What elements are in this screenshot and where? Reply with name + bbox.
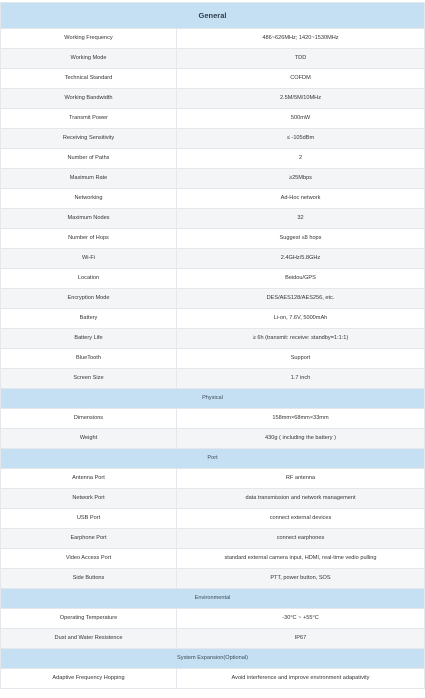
spec-row bbox=[1, 209, 425, 229]
section-title: General bbox=[1, 3, 425, 29]
section-header-row bbox=[1, 389, 425, 409]
spec-row bbox=[1, 69, 425, 89]
spec-row bbox=[1, 409, 425, 429]
spec-value: ≥ 6h (transmit: receive: standby=1:1:1) bbox=[177, 329, 425, 349]
spec-label: Video Access Port bbox=[1, 549, 177, 569]
spec-row bbox=[1, 609, 425, 629]
spec-value: Beidou/GPS bbox=[177, 269, 425, 289]
spec-value: -30°C ~ +55°C bbox=[177, 609, 425, 629]
spec-value: Support bbox=[177, 349, 425, 369]
spec-row bbox=[1, 29, 425, 49]
spec-row bbox=[1, 549, 425, 569]
spec-row bbox=[1, 289, 425, 309]
spec-value: data transmission and network management bbox=[177, 489, 425, 509]
spec-label: Maximum Rate bbox=[1, 169, 177, 189]
spec-value: Li-on, 7.6V, 5000mAh bbox=[177, 309, 425, 329]
spec-row bbox=[1, 369, 425, 389]
spec-value: DES/AES128/AES256, etc. bbox=[177, 289, 425, 309]
spec-value: 500mW bbox=[177, 109, 425, 129]
spec-row bbox=[1, 49, 425, 69]
spec-value: COFDM bbox=[177, 69, 425, 89]
spec-value: 2.4GHz/5.8GHz bbox=[177, 249, 425, 269]
spec-value: Avoid interference and improve environment adapativity bbox=[177, 669, 425, 689]
spec-value: PTT, power button, SOS bbox=[177, 569, 425, 589]
spec-row bbox=[1, 569, 425, 589]
spec-value: 486~626MHz; 1420~1530MHz bbox=[177, 29, 425, 49]
section-header-row bbox=[1, 3, 425, 29]
spec-row bbox=[1, 469, 425, 489]
spec-value: Suggest ≤8 hops bbox=[177, 229, 425, 249]
spec-row bbox=[1, 169, 425, 189]
spec-label: Working Mode bbox=[1, 49, 177, 69]
spec-value: 32 bbox=[177, 209, 425, 229]
spec-label: Battery Life bbox=[1, 329, 177, 349]
spec-value: connect external devices bbox=[177, 509, 425, 529]
spec-label: Working Bandwidth bbox=[1, 89, 177, 109]
section-header-row bbox=[1, 589, 425, 609]
spec-table bbox=[0, 2, 425, 689]
spec-label: Encryption Mode bbox=[1, 289, 177, 309]
section-title: System Expansion(Optional) bbox=[1, 649, 425, 669]
spec-value: 430g ( including the battery ) bbox=[177, 429, 425, 449]
spec-row bbox=[1, 189, 425, 209]
spec-value: 2.5M/5M/10MHz bbox=[177, 89, 425, 109]
section-header-row bbox=[1, 649, 425, 669]
spec-row bbox=[1, 429, 425, 449]
spec-value: standard external camera input, HDMI, real-time vedio pulling bbox=[177, 549, 425, 569]
spec-label: USB Port bbox=[1, 509, 177, 529]
spec-label: Wi-Fi bbox=[1, 249, 177, 269]
spec-table-body bbox=[1, 3, 425, 689]
spec-label: Dust and Water Resistence bbox=[1, 629, 177, 649]
spec-label: Number of Hops bbox=[1, 229, 177, 249]
spec-value: ≤ -105dBm bbox=[177, 129, 425, 149]
section-title: Physical bbox=[1, 389, 425, 409]
spec-row bbox=[1, 629, 425, 649]
spec-row bbox=[1, 229, 425, 249]
spec-label: Battery bbox=[1, 309, 177, 329]
spec-row bbox=[1, 329, 425, 349]
spec-label: Working Frequency bbox=[1, 29, 177, 49]
spec-label: Location bbox=[1, 269, 177, 289]
spec-label: Antenna Port bbox=[1, 469, 177, 489]
section-title: Port bbox=[1, 449, 425, 469]
spec-row bbox=[1, 489, 425, 509]
spec-row bbox=[1, 529, 425, 549]
spec-label: Dimensions bbox=[1, 409, 177, 429]
spec-label: Network Port bbox=[1, 489, 177, 509]
spec-label: Receiving Sensitivity bbox=[1, 129, 177, 149]
spec-row bbox=[1, 129, 425, 149]
spec-row bbox=[1, 509, 425, 529]
spec-label: Side Buttons bbox=[1, 569, 177, 589]
section-title: Environmental bbox=[1, 589, 425, 609]
spec-value: connect earphones bbox=[177, 529, 425, 549]
spec-value: 158mm×68mm×33mm bbox=[177, 409, 425, 429]
spec-label: Screen Size bbox=[1, 369, 177, 389]
spec-row bbox=[1, 309, 425, 329]
spec-value: 1.7 inch bbox=[177, 369, 425, 389]
spec-row bbox=[1, 149, 425, 169]
spec-label: Adaptive Frequency Hopping bbox=[1, 669, 177, 689]
spec-value: TDD bbox=[177, 49, 425, 69]
spec-value: 2 bbox=[177, 149, 425, 169]
spec-label: Maximum Nodes bbox=[1, 209, 177, 229]
spec-value: ≥25Mbps bbox=[177, 169, 425, 189]
spec-row bbox=[1, 249, 425, 269]
spec-row bbox=[1, 89, 425, 109]
spec-label: Technical Standard bbox=[1, 69, 177, 89]
spec-value: RF antenna bbox=[177, 469, 425, 489]
section-header-row bbox=[1, 449, 425, 469]
spec-label: Number of Paths bbox=[1, 149, 177, 169]
spec-label: Transmit Power bbox=[1, 109, 177, 129]
spec-label: Networking bbox=[1, 189, 177, 209]
spec-label: Earphone Port bbox=[1, 529, 177, 549]
spec-value: Ad-Hoc network bbox=[177, 189, 425, 209]
spec-label: BlueTooth bbox=[1, 349, 177, 369]
spec-row bbox=[1, 269, 425, 289]
spec-row bbox=[1, 349, 425, 369]
spec-value: IP67 bbox=[177, 629, 425, 649]
spec-row bbox=[1, 109, 425, 129]
spec-row bbox=[1, 669, 425, 689]
spec-label: Weight bbox=[1, 429, 177, 449]
spec-label: Operating Temperature bbox=[1, 609, 177, 629]
